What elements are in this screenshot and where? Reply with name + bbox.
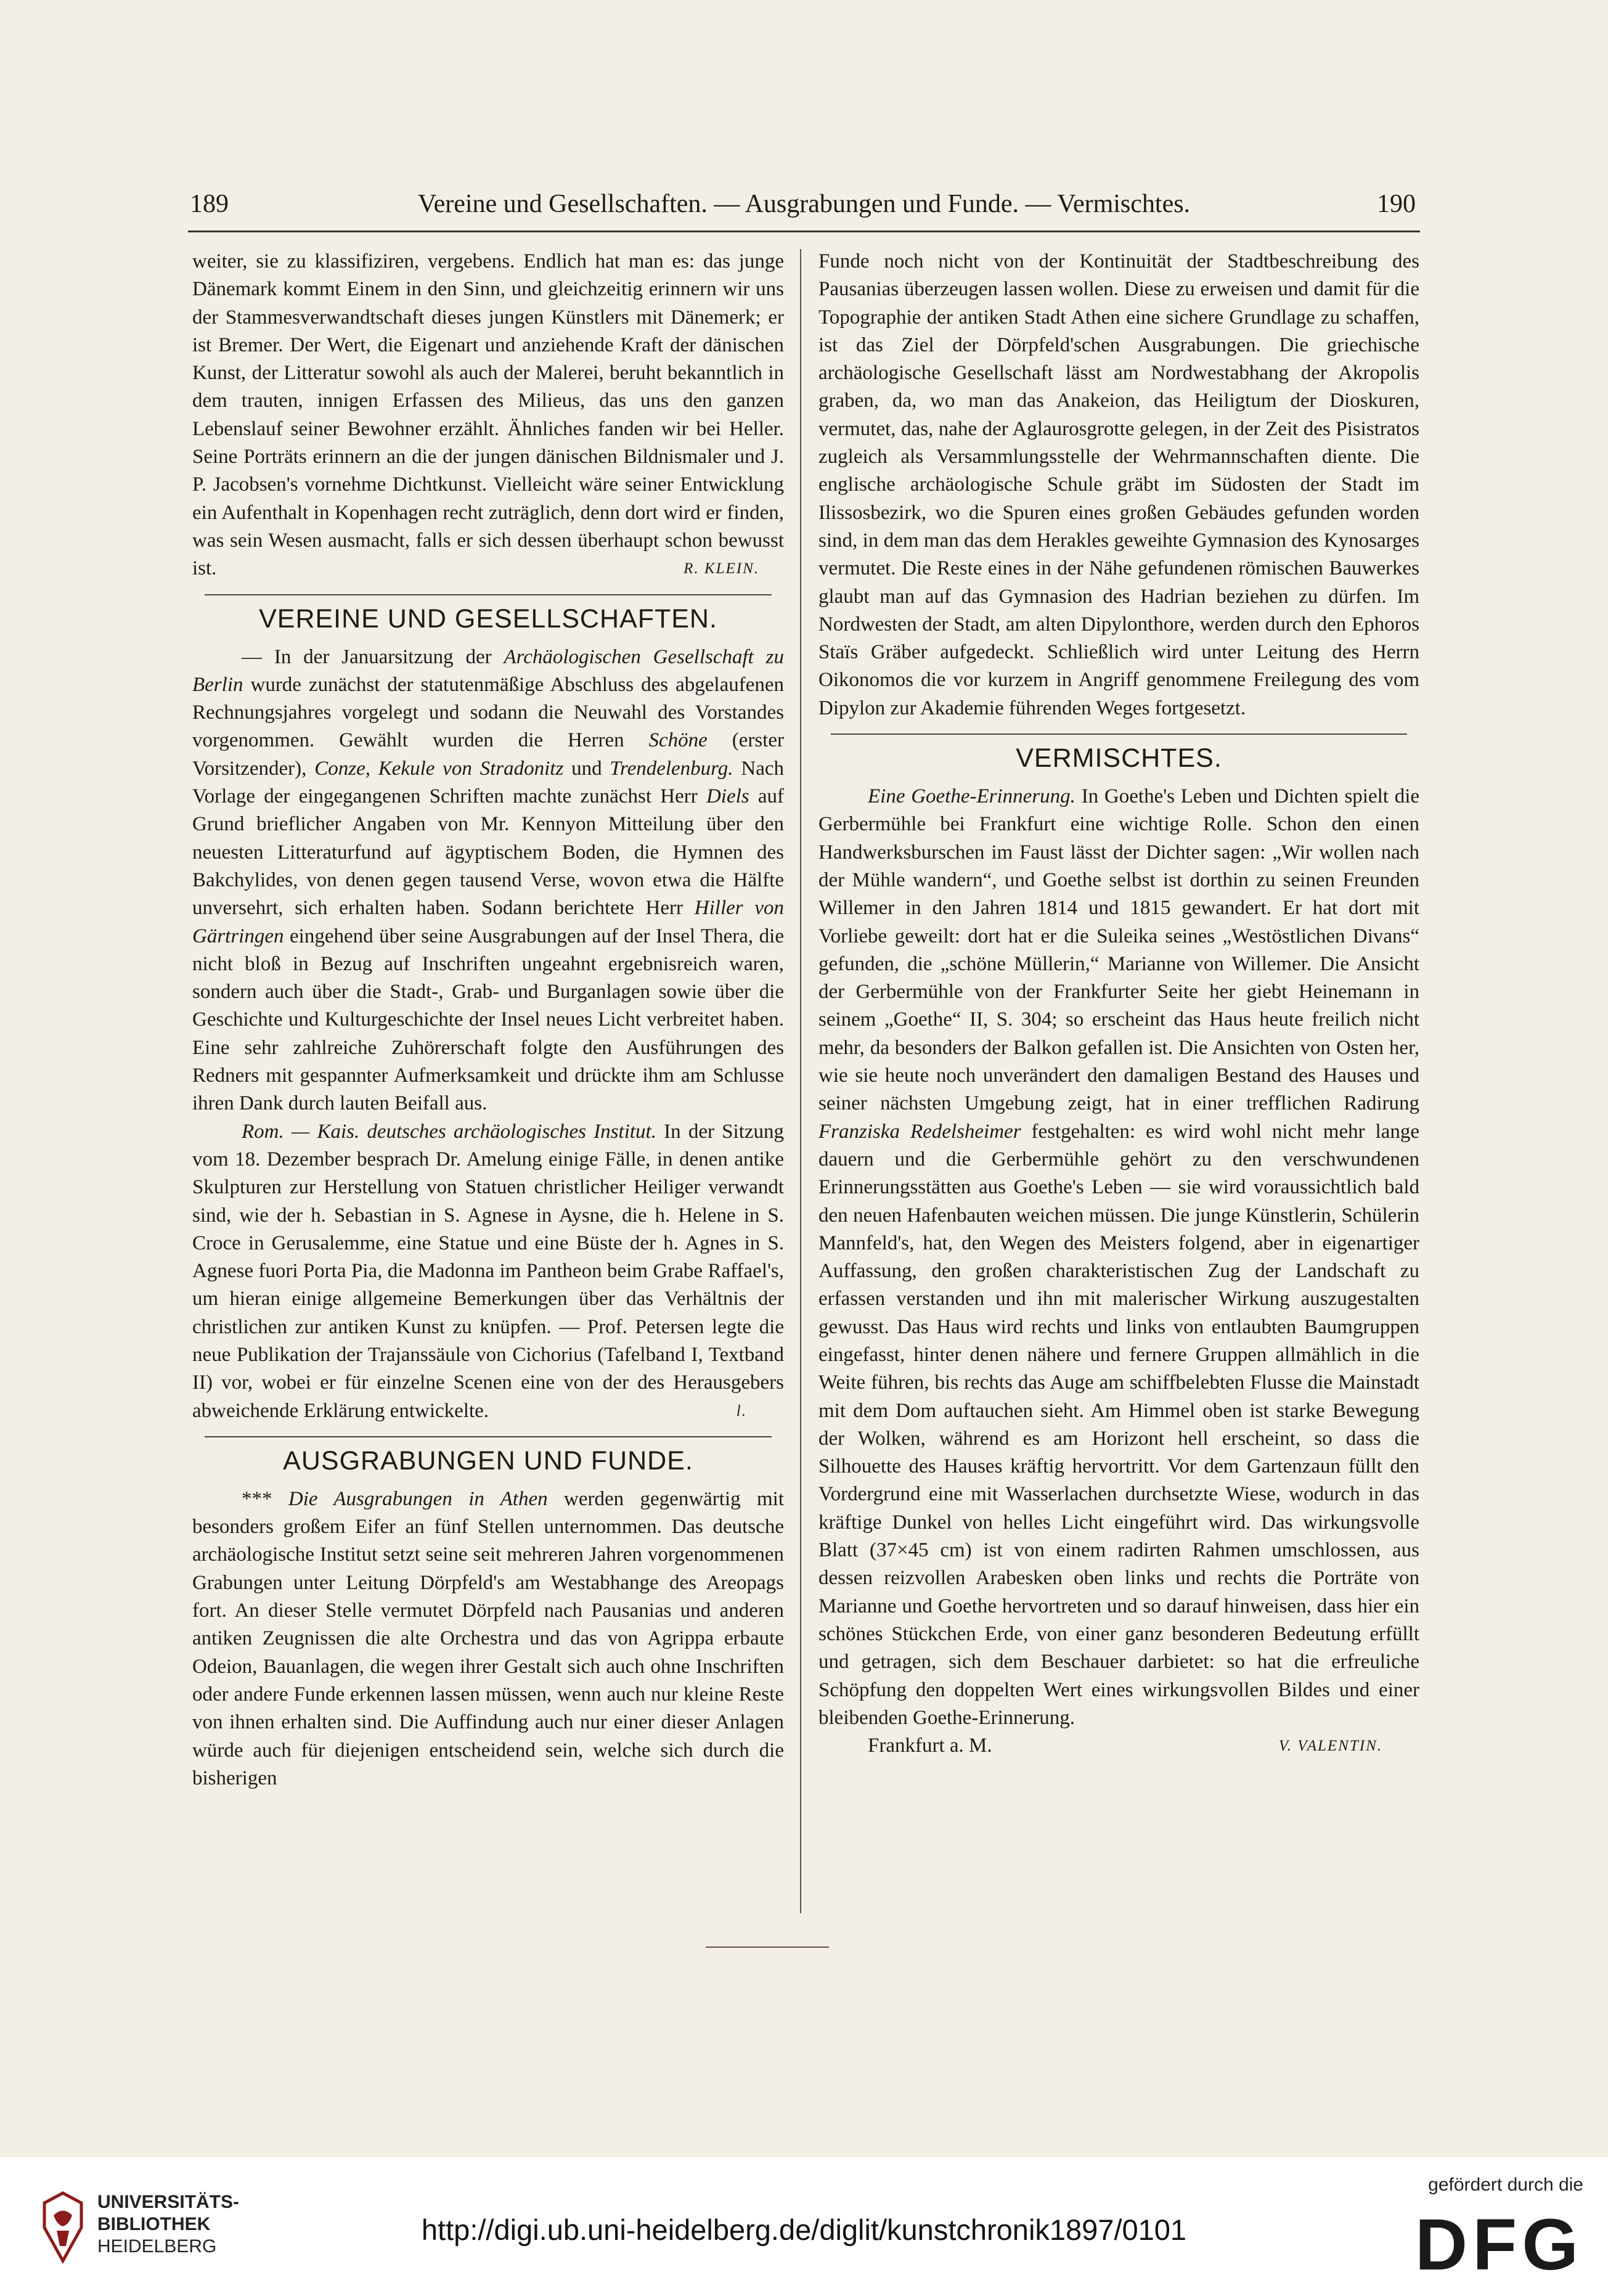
italic-text: Trendelenburg.: [610, 757, 733, 780]
running-title: Vereine und Gesellschaften. — Ausgrabungen und Funde. — Vermischtes.: [417, 190, 1191, 218]
page-number-left: 189: [190, 190, 229, 218]
section-title-vermischtes: VERMISCHTES.: [1016, 743, 1222, 774]
end-rule: [706, 1947, 829, 1948]
text: Nach Vorlage der eingegangenen Schriften machte zunächst Herr: [192, 757, 784, 808]
text: In der Sitzung vom 18. Dezember besprach Dr. Amelung einige Fälle, in denen antike Skulpturen zur Herstellung von Statuen christlicher Heiliger verwandt sind, wie der h. Sebastian in S. Agnese in Aysne, die h. Helene in S. Croce in Gerusalemme, eine Statue und eine Büste der h. Agnes in S. Agnese fuori Porta Pia, die Madonna im Pantheon beim Grabe Raffael's, um hieran einige allgemeine Bemerkungen über das Verhältnis der christlichen zur antiken Kunst zu knüpfen. — Prof. Petersen legte die neue Publikation der Trajanssäule von Cichorius (Tafelband I, Textband II) vor, wobei er für einzelne Scenen eine von der des Herausgebers abweichende Erklärung entwickelte.: [192, 1120, 785, 1422]
library-line: BIBLIOTHEK: [97, 2214, 211, 2234]
italic-text: Conze, Kekule von Stradonitz: [314, 757, 564, 780]
right-column: [818, 248, 1419, 1760]
intro-text: weiter, sie zu klassifiziren, vergebens. Endlich hat man es: das junge Dänemark kommt Einem in den Sinn, und gleichzeitig erinnern wir uns der Stammesverwandtschaft dieses jungen Künstlers mit Dänemerk; er ist Bremer. Der Wert, die Eigenart und anziehende Kraft der dänischen Kunst, der Litteratur sowohl als auch der Malerei, beruht bekanntlich in dem trauten, innigen Erfassen des Milieus, das uns den ganzen Lebenslauf seiner Bewohner erzählt. Ähnliches fanden wir bei Heller. Seine Porträts erinnern an die der jungen dänischen Bildnismaler und J. P. Jacobsen's vornehme Dichtkunst. Vielleicht wäre seiner Entwicklung ein Aufenthalt in Kopenhagen recht zuträglich, denn dort wird er finden, was sein Wesen ausmacht, falls er sich dessen überhaupt schon bewusst ist.: [192, 250, 784, 580]
left-column: [192, 248, 784, 1792]
italic-text: Archäologischen Gesellschaft zu Berlin: [192, 645, 784, 696]
text: festgehalten: es wird wohl nicht mehr lange dauern und die Gerbermühle gehört zu den verschwundenen Erinnerungsstätten aus Goethe's Leben — sie wird voraussichtlich bald den neuen Hafenbauten weichen müssen. Die junge Künstlerin, Schülerin Mannfeld's, hat, den Wegen des Meisters folgend, aber in eigenartiger Auffassung, den großen charakteristischen Zug der Landschaft zu erfassen verstanden und ihn mit malerischer Wirkung auszugestalten gewusst. Das Haus wird rechts und links von entlaubten Baumgruppen eingefasst, hinter denen nähere und fernere Gruppen allmählich in die Weite führen, bis rechts das Auge am schiffbelebten Flusse die Mainstadt mit dem Dom auftauchen sieht. Am Himmel oben ist starke Bewegung der Wolken, während es am Horizont hell erscheint, so dass die Silhouette des Hauses kräftig hervortritt. Vor dem Gartenzaun füllt den Vordergrund eine mit Wasserlachen durchsetzte Wiese, wodurch in das kräftige Dunkel von helles Licht eingeführt wird. Das wirkungsvolle Blatt (37×45 cm) ist von einem radirten Rahmen umschlossen, aus dessen reizvollen Arabesken oben links und rechts die Porträte von Marianne und Goethe hervortreten und so darauf hinweisen, dass hier ein schönes Stückchen Erde, von einer ganz besonderen Bedeutung erfüllt und getragen, sich dem Beschauer darbietet: so hat die erfreuliche Schöpfung den doppelten Wert eines wirkungsvollen Bildes und einer bleibenden Goethe-Erinnerung.: [818, 1120, 1419, 1729]
paragraph-athen: [192, 1485, 784, 1792]
italic-text: Schöne: [648, 729, 708, 752]
section-rule: [205, 1436, 772, 1437]
text: (erster Vorsitzender),: [192, 729, 785, 780]
intro-paragraph: [192, 248, 784, 583]
library-line: UNIVERSITÄTS-: [97, 2192, 240, 2212]
text: auf Grund brieflicher Angaben von Mr. Kennyon Mitteilung über den neuesten Litteraturfund auf ägyptischem Boden, die Hymnen des Bakchylides, von denen gegen tausend Verse, wovon etwa die Hälfte unversehrt, sich erhalten haben. Sodann berichtete Herr: [192, 785, 785, 920]
dfg-logo: DFG: [1414, 2204, 1583, 2286]
page-number-right: 190: [1377, 190, 1416, 218]
section-title-ausgrabungen: AUSGRABUNGEN UND FUNDE.: [283, 1445, 693, 1476]
text: und: [571, 757, 602, 780]
italic-text: Rom. — Kais. deutsches archäologisches Institut.: [242, 1120, 656, 1143]
section-rule: [205, 594, 772, 595]
text: wurde zunächst der statutenmäßige Abschluss des abgelaufenen Rechnungsjahres vorgelegt und sodann die Neuwahl des Vorstandes vorgenommen. Gewählt wurden die Herren: [192, 673, 784, 752]
paragraph-berlin: [192, 643, 784, 1118]
section-rule: [831, 733, 1407, 735]
signature-line: [818, 1732, 1419, 1760]
footer: [0, 2157, 1608, 2296]
place: Frankfurt a. M.: [868, 1734, 992, 1757]
text: Funde noch nicht von der Kontinuität der Stadtbeschreibung des Pausanias überzeugen lassen wollen. Diese zu erweisen und damit für die Topographie der antiken Stadt Athen eine sichere Grundlage zu schaffen, ist das Ziel der Dörpfeld'schen Ausgrabungen. Die griechische archäologische Gesellschaft lässt am Nordwestabhang der Akropolis graben, da, wo man das Anakeion, das Heiligtum der Dioskuren, vermutet, das, nahe der Aglaurosgrotte gelegen, in der Zeit des Pisistratos zugleich als Versammlungsstelle der Wehrmannschaften diente. Die englische archäologische Schule gräbt im Südosten der Stadt im Ilissosbezirk, wo die Spuren eines großen Gebäudes gefunden worden sind, in dem man das dem Herakles geweihte Gymnasion des Kynosarges vermutet. Die Reste eines in der Nähe gefundenen römischen Bauwerkes glaubt man auf das Gymnasion des Hadrian beziehen zu dürfen. Im Nordwesten der Stadt, am alten Dipylonthore, werden durch den Ephoros Staïs Gräber aufgedeckt. Schließlich wird unter Leitung des Herrn Oikonomos die vor kurzem in Angriff genommene Freilegung des vom Dipylon zur Akademie führenden Weges fortgesetzt.: [818, 250, 1419, 719]
paragraph-goethe: [818, 783, 1419, 1732]
italic-text: Franziska Redelsheimer: [818, 1120, 1021, 1143]
italic-text: Die Ausgrabungen in Athen: [288, 1487, 548, 1510]
italic-text: Hiller von Gärtringen: [192, 897, 785, 947]
library-line: HEIDELBERG: [97, 2236, 217, 2257]
text: eingehend über seine Ausgrabungen auf der Insel Thera, die nicht bloß in Bezug auf Inschriften ungeahnt ergebnisreich waren, sondern auch über die Stadt-, Grab- und Burganlagen sowie über die Geschichte und Kulturgeschichte der Insel neues Licht verbreitet haben. Eine sehr zahlreiche Zuhörerschaft folgte den Ausführungen des Redners mit gespannter Aufmerksamkeit und drückte ihm am Schlusse ihren Dank durch lauten Beifall aus.: [192, 925, 784, 1115]
header-rule: [188, 231, 1420, 232]
italic-text: Diels: [706, 785, 749, 808]
paragraph-rom: [192, 1118, 784, 1425]
signature-l: l.: [736, 1402, 747, 1420]
asterism: ***: [242, 1487, 288, 1510]
text: In Goethe's Leben und Dichten spielt die Gerbermühle bei Frankfurt eine wichtige Rolle. Schon den einen Handwerksburschen im Faust lässt der Dichter sagen: „Wir wollen nach der Mühle wandern“, und Goethe selbst ist dorthin zu seinen Freunden Willemer in den Jahren 1814 und 1815 gewandert. Er hat dort mit Vorliebe geweilt: dort hat er die Suleika seines „Westöstlichen Divans“ gefunden, die „schöne Müllerin,“ Marianne von Willemer. Die Ansicht der Gerbermühle von der Frankfurter Seite her giebt Heinemann in seinem „Goethe“ II, S. 304; so erscheint das Haus heute freilich nicht mehr, da besonders der Balkon gefallen ist. Die Ansichten von Osten her, wie sie heute noch unverändert den damaligen Bestand des Hauses und seiner nächsten Umgebung zeigt, hat in einer trefflichen Radirung: [818, 785, 1420, 1115]
signature-valentin: V. VALENTIN.: [1278, 1738, 1382, 1755]
running-header: [185, 182, 1423, 226]
source-url-link[interactable]: http://digi.ub.uni-heidelberg.de/diglit/kunstchronik1897/0101: [421, 2213, 1187, 2246]
section-title-vereine: VEREINE UND GESELLSCHAFTEN.: [259, 603, 717, 634]
text: — In der Januarsitzung der: [242, 645, 492, 668]
funding-note: gefördert durch die: [1428, 2175, 1583, 2195]
column-divider: [800, 249, 801, 1913]
signature-klein: R. KLEIN.: [684, 560, 759, 578]
paragraph-athen-continued: [818, 248, 1419, 722]
italic-text: Eine Goethe-Erinnerung.: [868, 785, 1075, 808]
text: werden gegenwärtig mit besonders großem Eifer an fünf Stellen unternommen. Das deutsche archäologische Institut setzt seine seit mehreren Jahren vorgenommenen Grabungen unter Leitung Dörpfeld's am Westabhange des Areopags fort. An dieser Stelle vermutet Dörpfeld nach Pausanias und anderen antiken Zeugnissen die alte Orchestra und das von Agrippa erbaute Odeion, Bauanlagen, die wegen ihrer Gestalt sich auch ohne Inschriften oder andere Funde erkennen lassen müssen, wenn auch nur kleine Reste von ihnen erhalten sind. Die Auffindung auch nur einer dieser Anlagen würde auch für diejenigen entscheidend sein, welche sich durch die bisherigen: [192, 1487, 785, 1789]
